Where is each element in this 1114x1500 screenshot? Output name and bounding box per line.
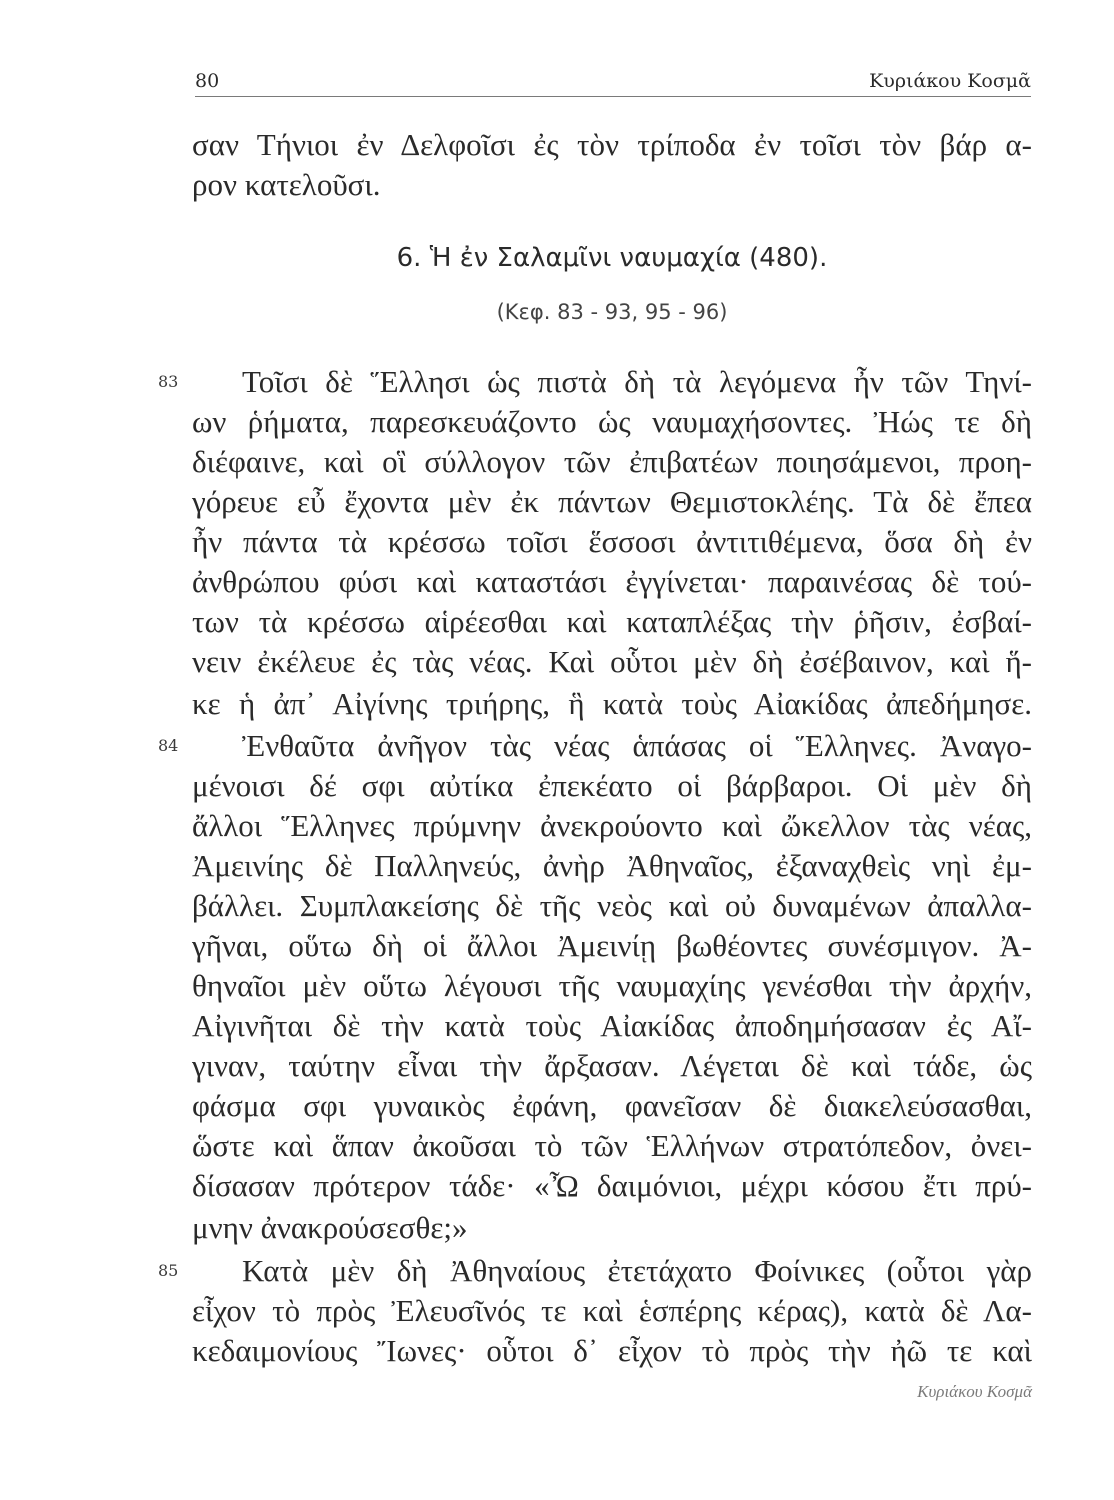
body-line: μνην ἀνακρούσεσθε;» [192, 1210, 468, 1245]
body-line: Αἰγινῆται δὲ τὴν κατὰ τοὺς Αἰακίδας ἀποδημήσασαν ἐς Αἴ- [192, 1008, 1032, 1043]
body-line: ὥστε καὶ ἅπαν ἀκοῦσαι τὸ τῶν Ἑλλήνων στρατόπεδον, ὀνει- [192, 1128, 1032, 1163]
body-line: μένοισι δέ σφι αὐτίκα ἐπεκέατο οἱ βάρβαροι. Οἱ μὲν δὴ [192, 768, 1032, 803]
body-line: Ἀμεινίης δὲ Παλληνεύς, ἀνὴρ Ἀθηναῖος, ἐξαναχθεὶς νηὶ ἐμ- [192, 848, 1032, 883]
running-head: Κυριάκου Κοσμᾶ [869, 70, 1031, 92]
page-number: 80 [195, 70, 220, 92]
body-line: γόρευε εὖ ἔχοντα μὲν ἐκ πάντων Θεμιστοκλέης. Τὰ δὲ ἔπεα [192, 484, 1032, 519]
body-line: Κατὰ μὲν δὴ Ἀθηναίους ἐτετάχατο Φοίνικες (οὗτοι γὰρ [242, 1253, 1032, 1288]
body-line: γιναν, ταύτην εἶναι τὴν ἄρξασαν. Λέγεται δὲ καὶ τάδε, ὡς [192, 1048, 1032, 1083]
chapter-marker: 85 [158, 1261, 179, 1280]
body-line: βάλλει. Συμπλακείσης δὲ τῆς νεὸς καὶ οὐ δυναμένων ἀπαλλα- [192, 888, 1032, 923]
body-line: ἦν πάντα τὰ κρέσσω τοῖσι ἕσσοσι ἀντιτιθέμενα, ὅσα δὴ ἐν [192, 524, 1032, 559]
body-line: Τοῖσι δὲ Ἕλλησι ὡς πιστὰ δὴ τὰ λεγόμενα ἦν τῶν Τηνί- [242, 364, 1032, 399]
intro-line: ρον κατελοῦσι. [192, 167, 381, 202]
body-line: διέφαινε, καὶ οἳ σύλλογον τῶν ἐπιβατέων ποιησάμενοι, προη- [192, 444, 1032, 479]
chapter-marker: 83 [158, 372, 179, 391]
body-line: ἀνθρώπου φύσι καὶ καταστάσι ἐγγίνεται· παραινέσας δὲ τού- [192, 564, 1032, 599]
body-line: νειν ἐκέλευε ἐς τὰς νέας. Καὶ οὗτοι μὲν δὴ ἐσέβαινον, καὶ ἥ- [192, 644, 1032, 679]
body-line: κεδαιμονίους Ἴωνες· οὗτοι δ᾽ εἶχον τὸ πρὸς τὴν ἠῶ τε καὶ [192, 1333, 1032, 1368]
body-line: γῆναι, οὕτω δὴ οἱ ἄλλοι Ἀμεινίῃ βωθέοντες συνέσμιγον. Ἀ- [192, 928, 1032, 963]
page-header [195, 66, 1031, 97]
chapter-marker: 84 [158, 736, 179, 755]
intro-line: σαν Τήνιοι ἐν Δελφοῖσι ἐς τὸν τρίποδα ἐν τοῖσι τὸν βάρ α- [192, 127, 1032, 162]
section-subtitle: (Κεφ. 83 - 93, 95 - 96) [496, 300, 728, 324]
body-line: εἶχον τὸ πρὸς Ἐλευσῖνός τε καὶ ἑσπέρης κέρας), κατὰ δὲ Λα- [192, 1293, 1032, 1328]
body-line: κε ἡ ἀπ᾽ Αἰγίνης τριήρης, ἣ κατὰ τοὺς Αἰακίδας ἀπεδήμησε. [192, 686, 1032, 721]
section-title: 6. Ἡ ἐν Σαλαμῖνι ναυμαχία (480). [396, 243, 828, 273]
body-line: των τὰ κρέσσω αἱρέεσθαι καὶ καταπλέξας τὴν ῥῆσιν, ἐσβαί- [192, 604, 1032, 639]
body-line: ων ῥήματα, παρεσκευάζοντο ὡς ναυμαχήσοντες. Ἠώς τε δὴ [192, 404, 1032, 439]
body-line: φάσμα σφι γυναικὸς ἐφάνη, φανεῖσαν δὲ διακελεύσασθαι, [192, 1088, 1032, 1123]
body-line: ἄλλοι Ἕλληνες πρύμνην ἀνεκρούοντο καὶ ὤκελλον τὰς νέας, [192, 808, 1032, 843]
body-line: θηναῖοι μὲν οὕτω λέγουσι τῆς ναυμαχίης γενέσθαι τὴν ἀρχήν, [192, 968, 1032, 1003]
body-line: δίσασαν πρότερον τάδε· «Ὦ δαιμόνιοι, μέχρι κόσου ἔτι πρύ- [192, 1168, 1032, 1203]
footer-signature: Κυριάκου Κοσμᾶ [917, 1382, 1032, 1401]
body-line: Ἐνθαῦτα ἀνῆγον τὰς νέας ἁπάσας οἱ Ἕλληνες. Ἀναγο- [242, 728, 1032, 763]
